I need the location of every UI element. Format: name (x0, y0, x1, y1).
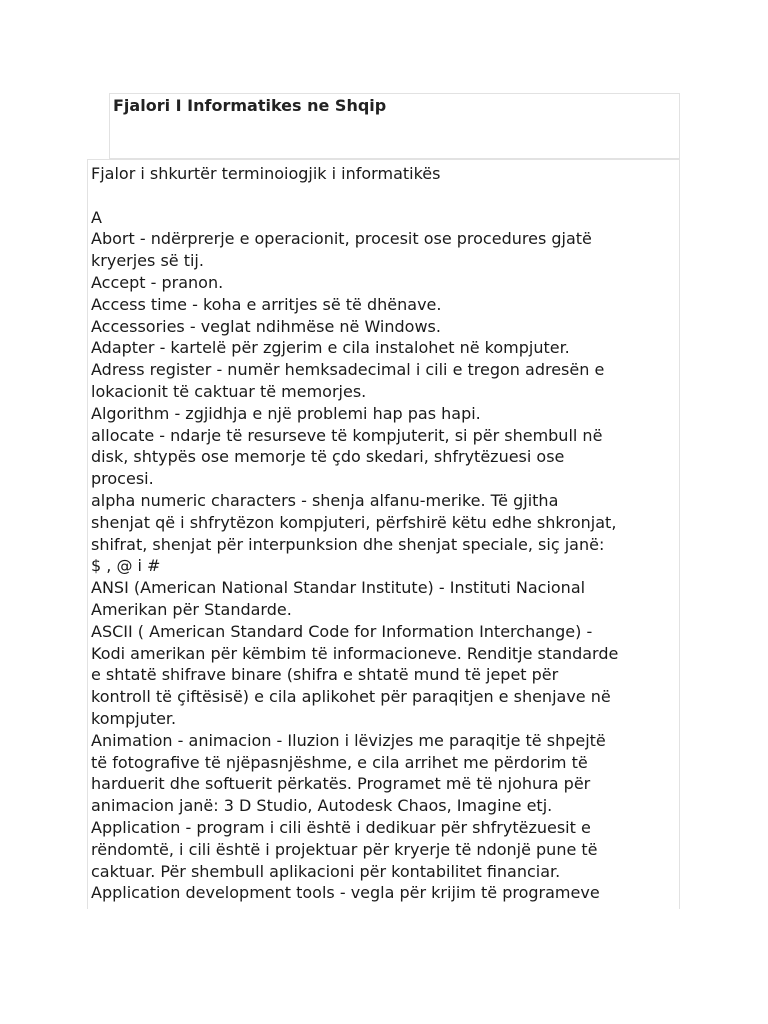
glossary-entry-line: lokacionit të caktuar të memorjes. (91, 381, 367, 401)
glossary-entry-line: Algorithm - zgjidhja e një problemi hap pas hapi. (91, 403, 481, 423)
glossary-entry (91, 316, 679, 338)
glossary-body (87, 159, 680, 909)
glossary-entry (91, 337, 679, 359)
glossary-entry (91, 403, 679, 425)
glossary-entry-line: Accessories - veglat ndihmëse në Windows. (91, 316, 441, 336)
glossary-entry-line: Animation - animacion - Iluzion i lëvizjes me paraqitje të shpejtë (91, 730, 606, 750)
glossary-entry-line: shifrat, shenjat për interpunksion dhe shenjat speciale, siç janë: (91, 534, 605, 554)
glossary-entry (91, 228, 679, 272)
glossary-entry-line: shenjat që i shfrytëzon kompjuteri, përfshirë këtu edhe shkronjat, (91, 512, 617, 532)
title-cell (109, 93, 680, 159)
glossary-entry-line: Amerikan për Standarde. (91, 599, 292, 619)
glossary-entry-line: të fotografive të njëpasnjëshme, e cila arrihet me përdorim të (91, 752, 588, 772)
glossary-entry (91, 730, 679, 817)
glossary-entry-line: animacion janë: 3 D Studio, Autodesk Chaos, Imagine etj. (91, 796, 553, 816)
glossary-entry-line: harduerit dhe softuerit përkatës. Programet më të njohura për (91, 774, 591, 794)
glossary-entry (91, 294, 679, 316)
glossary-entry-line: $ , @ i # (91, 556, 161, 576)
glossary-entry-line: Application development tools - vegla për krijim të programeve (91, 883, 600, 903)
glossary-entry-line: rëndomtë, i cili është i projektuar për kryerje të ndonjë pune të (91, 839, 598, 859)
section-letter: A (91, 207, 102, 227)
glossary-entry-line: kryerjes së tij. (91, 251, 204, 271)
glossary-entry (91, 882, 679, 904)
glossary-entry (91, 425, 679, 490)
glossary-entry-line: caktuar. Për shembull aplikacioni për kontabilitet financiar. (91, 861, 561, 881)
glossary-entry-line: allocate - ndarje të resurseve të kompjuterit, si për shembull në (91, 425, 603, 445)
glossary-entry-line: kompjuter. (91, 708, 177, 728)
glossary-entry (91, 577, 679, 621)
glossary-subtitle: Fjalor i shkurtër terminoiogjik i informatikës (91, 164, 441, 183)
glossary-entry-line: Access time - koha e arritjes së të dhënave. (91, 294, 442, 314)
glossary-entry-line: Accept - pranon. (91, 272, 224, 292)
glossary-entry-line: procesi. (91, 469, 154, 489)
glossary-entry-line: Application - program i cili është i dedikuar për shfrytëzuesit e (91, 817, 591, 837)
glossary-entry (91, 359, 679, 403)
glossary-entry (91, 817, 679, 882)
glossary-entry-line: ASCII ( American Standard Code for Information Interchange) - (91, 621, 593, 641)
glossary-entry-line: Adress register - numër hemksadecimal i cili e tregon adresën e (91, 360, 605, 380)
glossary-entry-line: e shtatë shifrave binare (shifra e shtatë mund të jepet për (91, 665, 559, 685)
glossary-entry-line: ANSI (American National Standar Institute) - Instituti Nacional (91, 578, 586, 598)
glossary-entry-line: Adapter - kartelë për zgjerim e cila instalohet në kompjuter. (91, 338, 570, 358)
glossary-entry-line: disk, shtypës ose memorje të çdo skedari, shfrytëzuesi ose (91, 447, 565, 467)
glossary-entry (91, 490, 679, 577)
glossary-entry-line: alpha numeric characters - shenja alfanu-merike. Të gjitha (91, 490, 559, 510)
glossary-entry-line: Kodi amerikan për këmbim të informacioneve. Renditje standarde (91, 643, 619, 663)
glossary-entry-line: kontroll të çiftësisë) e cila aplikohet për paraqitjen e shenjave në (91, 687, 611, 707)
blank-line (91, 185, 679, 207)
glossary-entry-line: Abort - ndërprerje e operacionit, procesit ose procedures gjatë (91, 229, 592, 249)
glossary-entry (91, 621, 679, 730)
glossary-entry (91, 272, 679, 294)
glossary-entries (91, 228, 679, 904)
document-title: Fjalori I Informatikes ne Shqip (113, 96, 387, 115)
